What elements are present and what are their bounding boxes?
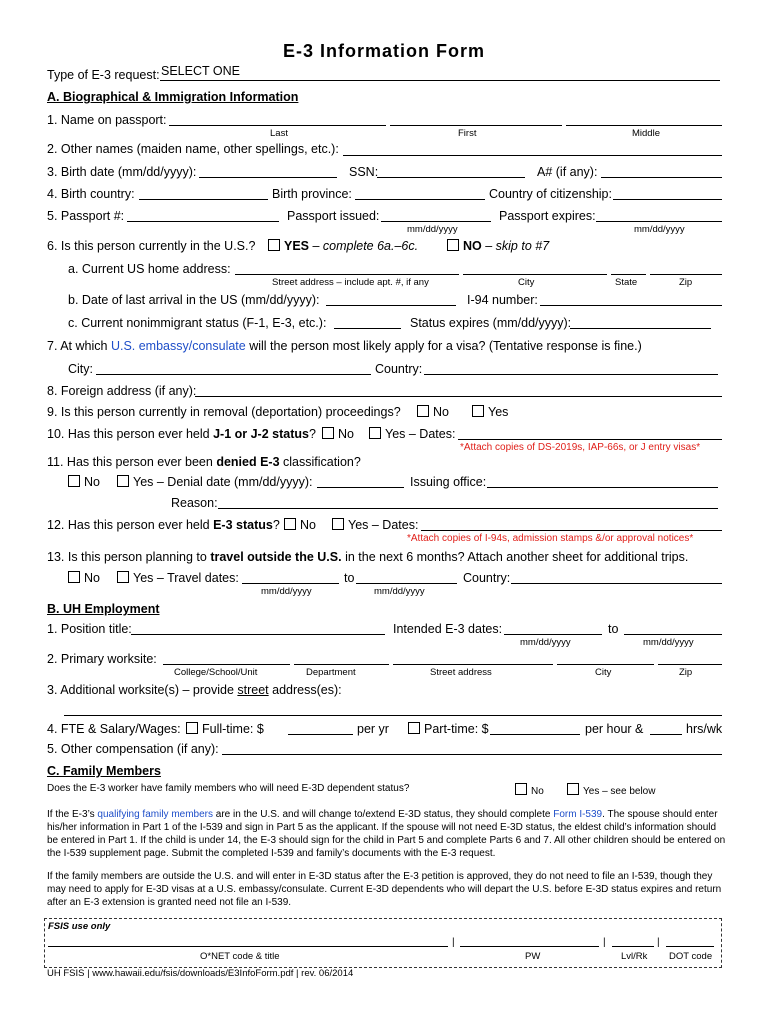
passport-expires-label: Passport expires:: [499, 209, 596, 223]
q10-yes-text: Yes – Dates:: [385, 427, 456, 441]
worksite-dept-field[interactable]: [294, 664, 389, 665]
family-paragraph-2: If the family members are outside the U.S. and will enter in E-3D status after the E-3 petition is approved, they do not need to file an I-539, though they may need to apply for E-3D visas at a U.S. embassy/consulate. Current E-3D dependents who will depart the U.S. before E-3D status expires and return after an E-3 extension is granted need not file an I-539.: [47, 871, 722, 908]
lvl-caption: Lvl/Rk: [621, 951, 648, 962]
worksite-street-caption: Street address: [430, 667, 492, 678]
q11-no-option[interactable]: [68, 475, 100, 489]
middle-caption: Middle: [632, 128, 660, 139]
q12-no-option[interactable]: [284, 518, 316, 532]
last-arrival-field[interactable]: [326, 305, 456, 306]
page-title: E-3 Information Form: [283, 41, 486, 61]
intended-to-label: to: [608, 622, 619, 636]
q12-attach-note: *Attach copies of I-94s, admission stamps &/or approval notices*: [407, 533, 694, 544]
q6-label: 6. Is this person currently in the U.S.?: [47, 239, 256, 253]
q12-label: [47, 518, 280, 532]
q6-no-option[interactable]: [447, 239, 549, 253]
q13-yes-checkbox[interactable]: [117, 571, 129, 583]
home-zip-caption: Zip: [679, 277, 693, 288]
issuing-office-field[interactable]: [487, 487, 718, 488]
nonimmigrant-status-field[interactable]: [334, 328, 401, 329]
q12-post: ?: [272, 518, 280, 532]
fsis-sep-1: |: [452, 937, 455, 948]
q6-no-note: – skip to #7: [481, 239, 550, 253]
dot-caption: DOT code: [669, 951, 713, 962]
q7-pre: 7. At which: [47, 339, 111, 353]
q11-post: classification?: [279, 455, 361, 469]
onet-caption: O*NET code & title: [200, 951, 280, 962]
ssn-label: SSN:: [349, 165, 379, 179]
embassy-link[interactable]: U.S. embassy/consulate: [110, 339, 246, 353]
worksite-city-caption: City: [595, 667, 612, 678]
fsis-sep-2: |: [603, 937, 606, 948]
travel-from-format: mm/dd/yyyy: [261, 586, 312, 597]
birth-country-field[interactable]: [139, 199, 268, 200]
worksite-street-field[interactable]: [393, 664, 553, 665]
fsis-sep-3: |: [657, 937, 660, 948]
passport-issued-label: Passport issued:: [287, 209, 380, 223]
b3-pre: 3. Additional worksite(s) – provide: [47, 683, 238, 697]
q7-country-field[interactable]: [424, 374, 718, 375]
middle-name-field[interactable]: [566, 125, 722, 126]
q12-dates-field[interactable]: [421, 530, 722, 531]
passport-issued-field[interactable]: [381, 221, 491, 222]
q10-bold: J-1 or J-2 status: [213, 427, 309, 441]
b1-label: 1. Position title:: [47, 622, 132, 636]
worksite-zip-field[interactable]: [658, 664, 722, 665]
q2-label: 2. Other names (maiden name, other spellings, etc.):: [47, 142, 339, 156]
request-type-line: [160, 80, 720, 81]
intended-from-field[interactable]: [504, 634, 602, 635]
q4-label: 4. Birth country:: [47, 187, 135, 201]
intended-from-format: mm/dd/yyyy: [520, 637, 571, 648]
q10-no-checkbox[interactable]: [322, 427, 334, 439]
birth-province-label: Birth province:: [272, 187, 352, 201]
onet-field[interactable]: [48, 946, 448, 947]
first-name-field[interactable]: [390, 125, 562, 126]
position-title-field[interactable]: [131, 634, 385, 635]
worksite-college-caption: College/School/Unit: [174, 667, 258, 678]
p1-b: are in the U.S. and will change to/extend E-3D status, they should complete: [213, 809, 554, 820]
part-time-text: Part-time: $: [424, 722, 489, 736]
q9-no-text: No: [433, 405, 449, 419]
q9-no-option[interactable]: [417, 405, 449, 419]
full-time-text: Full-time: $: [202, 722, 264, 736]
home-city-field[interactable]: [463, 274, 607, 275]
worksite-city-field[interactable]: [557, 664, 654, 665]
q6-yes-note: – complete 6a.–6c.: [309, 239, 419, 253]
q8-label: 8. Foreign address (if any):: [47, 384, 197, 398]
q7-label: [47, 339, 642, 353]
citizenship-field[interactable]: [613, 199, 722, 200]
full-time-salary-field[interactable]: [288, 734, 353, 735]
worksite-zip-caption: Zip: [679, 667, 693, 678]
q11-no-checkbox[interactable]: [68, 475, 80, 487]
q1-label: 1. Name on passport:: [47, 113, 167, 127]
q6-yes-checkbox[interactable]: [268, 239, 280, 251]
q6a-label: a. Current US home address:: [68, 262, 231, 276]
anum-field[interactable]: [601, 177, 722, 178]
q13-no-text: No: [84, 571, 100, 585]
q12-no-text: No: [300, 518, 316, 532]
q10-pre: 10. Has this person ever held: [47, 427, 214, 441]
q6-yes-text: YES: [284, 239, 310, 253]
section-c-heading: C. Family Members: [47, 764, 161, 778]
p1-a: If the E-3’s: [47, 809, 98, 820]
q10-no-text: No: [338, 427, 354, 441]
ssn-field[interactable]: [377, 177, 525, 178]
full-time-option[interactable]: [186, 722, 264, 736]
c-no-option[interactable]: [515, 783, 544, 797]
status-expires-label: Status expires (mm/dd/yyyy):: [410, 316, 572, 330]
q11-bold: denied E-3: [216, 455, 280, 469]
reason-label: Reason:: [171, 496, 218, 510]
hours-per-week-field[interactable]: [650, 734, 682, 735]
reason-field[interactable]: [218, 508, 718, 509]
q12-pre: 12. Has this person ever held: [47, 518, 214, 532]
section-b-heading: B. UH Employment: [47, 602, 160, 616]
footer: UH FSIS | www.hawaii.edu/fsis/downloads/E3InfoForm.pdf | rev. 06/2014: [47, 968, 354, 979]
q11-yes-text: Yes – Denial date (mm/dd/yyyy):: [133, 475, 313, 489]
dot-field[interactable]: [666, 946, 714, 947]
fsis-label: FSIS use only: [48, 921, 111, 932]
b3-post: address(es):: [268, 683, 342, 697]
lvl-field[interactable]: [612, 946, 654, 947]
anum-label: A# (if any):: [537, 165, 598, 179]
q12-yes-option[interactable]: [332, 518, 418, 532]
home-street-field[interactable]: [235, 274, 459, 275]
q10-no-option[interactable]: [322, 427, 354, 441]
q13-yes-option[interactable]: [117, 571, 239, 585]
passport-expires-format: mm/dd/yyyy: [634, 224, 685, 235]
i94-field[interactable]: [540, 305, 722, 306]
q11-no-text: No: [84, 475, 100, 489]
request-type-label: Type of E-3 request:: [47, 68, 160, 82]
passport-expires-field[interactable]: [596, 221, 722, 222]
q9-yes-checkbox[interactable]: [472, 405, 484, 417]
other-names-field[interactable]: [343, 155, 722, 156]
passport-issued-format: mm/dd/yyyy: [407, 224, 458, 235]
q10-yes-checkbox[interactable]: [369, 427, 381, 439]
intended-dates-label: Intended E-3 dates:: [393, 622, 503, 636]
status-expires-field[interactable]: [570, 328, 711, 329]
issuing-office-label: Issuing office:: [410, 475, 487, 489]
c-yes-checkbox[interactable]: [567, 783, 579, 795]
q12-bold: E-3 status: [213, 518, 273, 532]
worksite-college-field[interactable]: [163, 664, 290, 665]
b3-street: street: [237, 683, 269, 697]
i94-label: I-94 number:: [467, 293, 538, 307]
travel-to-field[interactable]: [356, 583, 457, 584]
pw-field[interactable]: [460, 946, 599, 947]
q13-bold: travel outside the U.S.: [210, 550, 342, 564]
home-state-field[interactable]: [611, 274, 646, 275]
q13-post: in the next 6 months? Attach another sheet for additional trips.: [341, 550, 689, 564]
b4-label: 4. FTE & Salary/Wages:: [47, 722, 181, 736]
b3-label: [47, 683, 342, 697]
travel-to-label: to: [344, 571, 355, 585]
q10-label: [47, 427, 316, 441]
q11-yes-checkbox[interactable]: [117, 475, 129, 487]
q7-country-label: Country:: [375, 362, 423, 376]
p1-c: . The spouse should enter his/her information in Part 1 of the I-539 and sign in Part 5 as the applicant. If the spouse will not need E-3D status, the eldest child’s information should be entered in Part 1. If the child is under 14, the E-3 should sign for the child in Part 5 and complete Parts 6 and 7. All other children should be entered on the I-539 supplement page. Submit the completed I-539 and family’s documents with the E-3 request.: [47, 809, 726, 859]
q6c-label: c. Current nonimmigrant status (F-1, E-3, etc.):: [68, 316, 327, 330]
c-yes-option[interactable]: [567, 783, 655, 797]
part-time-option[interactable]: [408, 722, 489, 736]
travel-from-field[interactable]: [242, 583, 339, 584]
qualifying-family-link[interactable]: qualifying family members: [97, 809, 214, 820]
foreign-address-field[interactable]: [195, 396, 722, 397]
home-state-caption: State: [615, 277, 638, 288]
q11-label: [47, 455, 361, 469]
q7-city-label: City:: [68, 362, 93, 376]
c-no-checkbox[interactable]: [515, 783, 527, 795]
last-name-field[interactable]: [169, 125, 386, 126]
q12-yes-checkbox[interactable]: [332, 518, 344, 530]
q13-no-option[interactable]: [68, 571, 100, 585]
travel-country-field[interactable]: [511, 583, 722, 584]
other-compensation-field[interactable]: [222, 754, 722, 755]
per-year-label: per yr: [357, 722, 389, 736]
q13-yes-text: Yes – Travel dates:: [133, 571, 239, 585]
passport-number-field[interactable]: [127, 221, 279, 222]
q6b-label: b. Date of last arrival in the US (mm/dd/yyyy):: [68, 293, 320, 307]
pw-caption: PW: [525, 951, 541, 962]
section-a-heading: A. Biographical & Immigration Information: [47, 90, 299, 104]
additional-worksite-field[interactable]: [64, 715, 722, 716]
q11-pre: 11. Has this person ever been: [47, 455, 217, 469]
worksite-dept-caption: Department: [306, 667, 356, 678]
q9-yes-option[interactable]: [472, 405, 508, 419]
q5-label: 5. Passport #:: [47, 209, 125, 223]
home-street-caption: Street address – include apt. #, if any: [272, 277, 429, 288]
part-time-rate-field[interactable]: [490, 734, 580, 735]
q3-label: 3. Birth date (mm/dd/yyyy):: [47, 165, 197, 179]
birth-date-field[interactable]: [199, 177, 337, 178]
q12-yes-text: Yes – Dates:: [348, 518, 419, 532]
q12-no-checkbox[interactable]: [284, 518, 296, 530]
intended-to-format: mm/dd/yyyy: [643, 637, 694, 648]
travel-country-label: Country:: [463, 571, 511, 585]
citizenship-label: Country of citizenship:: [489, 187, 612, 201]
family-paragraph-1: [47, 808, 727, 860]
q9-no-checkbox[interactable]: [417, 405, 429, 417]
q13-no-checkbox[interactable]: [68, 571, 80, 583]
q13-label: [47, 550, 688, 564]
last-caption: Last: [270, 128, 288, 139]
q10-yes-option[interactable]: [369, 427, 455, 441]
b2-label: 2. Primary worksite:: [47, 652, 157, 666]
travel-to-format: mm/dd/yyyy: [374, 586, 425, 597]
part-time-checkbox[interactable]: [408, 722, 420, 734]
b5-label: 5. Other compensation (if any):: [47, 742, 219, 756]
q11-yes-option[interactable]: [117, 475, 312, 489]
home-city-caption: City: [518, 277, 535, 288]
q10-attach-note: *Attach copies of DS-2019s, IAP-66s, or J entry visas*: [460, 442, 701, 453]
q13-pre: 13. Is this person planning to: [47, 550, 211, 564]
q9-yes-text: Yes: [488, 405, 509, 419]
hrs-wk-label: hrs/wk: [686, 722, 723, 736]
c-question: Does the E-3 worker have family members who will need E-3D dependent status?: [47, 783, 410, 794]
intended-to-field[interactable]: [624, 634, 722, 635]
c-yes-text: Yes – see below: [583, 786, 656, 797]
q9-label: 9. Is this person currently in removal (deportation) proceedings?: [47, 405, 401, 419]
q10-dates-field[interactable]: [458, 439, 722, 440]
first-caption: First: [458, 128, 477, 139]
c-no-text: No: [531, 786, 544, 797]
request-type-select[interactable]: SELECT ONE: [161, 64, 240, 78]
home-zip-field[interactable]: [650, 274, 722, 275]
q6-no-checkbox[interactable]: [447, 239, 459, 251]
q7-post: will the person most likely apply for a visa? (Tentative response is fine.): [245, 339, 642, 353]
q6-yes-option[interactable]: [268, 239, 418, 253]
denial-date-field[interactable]: [317, 487, 404, 488]
full-time-checkbox[interactable]: [186, 722, 198, 734]
form-i539-link[interactable]: Form I-539: [553, 809, 603, 820]
per-hour-label: per hour &: [585, 722, 644, 736]
birth-province-field[interactable]: [355, 199, 485, 200]
q7-city-field[interactable]: [96, 374, 371, 375]
q6-no-text: NO: [463, 239, 482, 253]
q10-post: ?: [308, 427, 316, 441]
